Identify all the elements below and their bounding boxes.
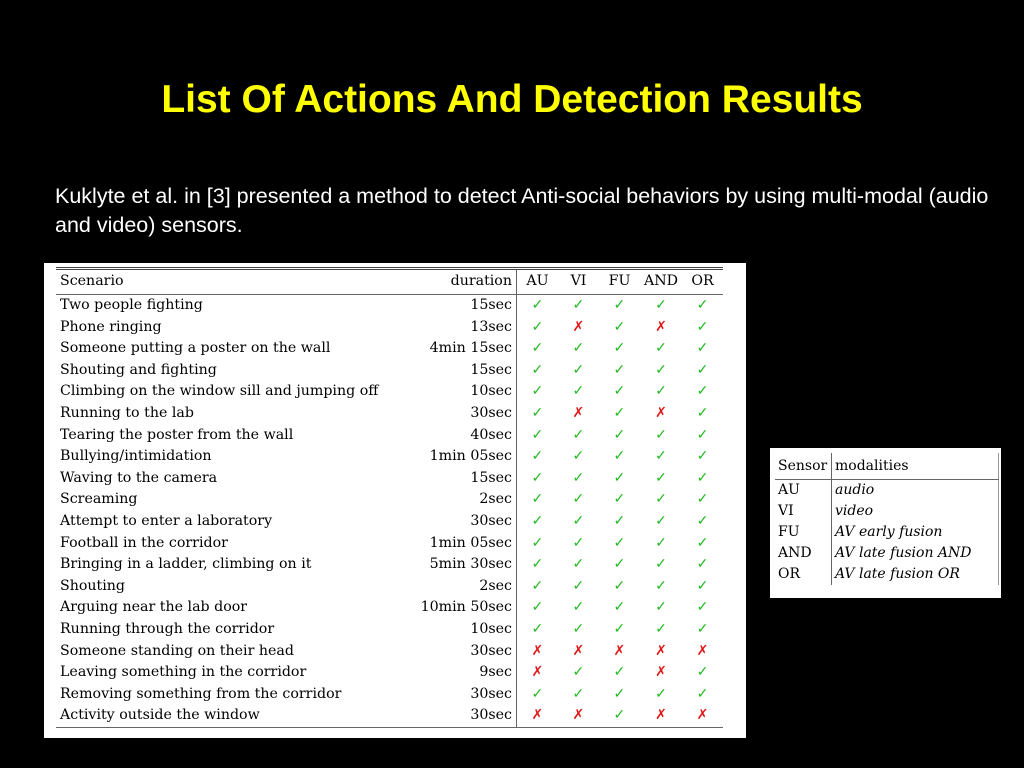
slide-title: List Of Actions And Detection Results [161, 78, 863, 121]
duration-cell: 1min 05sec [416, 533, 517, 555]
and-check-icon: ✓ [655, 512, 667, 529]
vi-cross-icon: ✗ [572, 642, 585, 659]
scenario-cell: Bullying/intimidation [60, 448, 212, 465]
or-header: OR [682, 269, 723, 295]
sensor-table-body [775, 480, 999, 586]
sensor-cell: AU [775, 480, 832, 502]
table-row [56, 489, 723, 511]
or-check-icon: ✓ [696, 685, 709, 702]
table-row [56, 684, 723, 706]
scenario-cell: Attempt to enter a laboratory [60, 512, 273, 529]
and-header: AND [640, 269, 682, 295]
sensor-header: Sensor [775, 453, 832, 480]
scenario-cell: Someone putting a poster on the wall [60, 340, 331, 357]
table-row [56, 381, 723, 403]
table-row [56, 619, 723, 641]
sensor-row [775, 480, 999, 502]
and-check-icon: ✓ [655, 556, 667, 573]
duration-cell: 1min 05sec [416, 446, 517, 468]
and-check-icon: ✓ [655, 426, 667, 443]
fu-check-icon: ✓ [613, 685, 626, 702]
table-row [56, 468, 723, 490]
table-row [56, 554, 723, 576]
au-check-icon: ✓ [531, 491, 544, 508]
sensor-row [775, 543, 999, 564]
au-check-icon: ✓ [531, 297, 544, 313]
au-check-icon: ✓ [531, 577, 544, 594]
vi-cross-icon: ✗ [558, 705, 599, 727]
fu-check-icon: ✓ [613, 469, 626, 486]
modality-cell: AV early fusion [832, 522, 999, 543]
vi-check-icon: ✓ [572, 599, 585, 616]
table-row [56, 295, 723, 317]
or-check-icon: ✓ [696, 340, 709, 357]
and-check-icon: ✓ [655, 599, 667, 616]
or-check-icon: ✓ [696, 556, 709, 573]
table-row [56, 641, 723, 663]
vi-check-icon: ✓ [572, 512, 585, 529]
fu-check-icon: ✓ [613, 318, 626, 335]
vi-check-icon: ✓ [572, 685, 585, 702]
table-row [56, 338, 723, 360]
sensor-cell: OR [775, 564, 832, 585]
sensor-row [775, 501, 999, 522]
and-cross-icon: ✗ [655, 642, 667, 659]
fu-check-icon: ✓ [613, 340, 626, 357]
or-check-icon: ✓ [696, 491, 709, 508]
and-check-icon: ✓ [655, 297, 667, 313]
and-cross-icon: ✗ [655, 664, 667, 681]
scenario-cell: Arguing near the lab door [60, 599, 248, 616]
or-check-icon: ✓ [696, 318, 709, 335]
scenario-cell: Leaving something in the corridor [60, 664, 307, 681]
scenario-cell: Tearing the poster from the wall [60, 426, 294, 443]
vi-check-icon: ✓ [572, 361, 585, 378]
modality-cell: AV late fusion OR [832, 564, 999, 585]
scenario-cell: Shouting and fighting [60, 361, 217, 378]
duration-cell: 5min 30sec [416, 554, 517, 576]
scenario-cell: Activity outside the window [56, 705, 416, 727]
sensor-row [775, 522, 999, 543]
duration-cell: 15sec [416, 468, 517, 490]
au-check-icon: ✓ [531, 383, 544, 400]
or-cross-icon: ✗ [696, 642, 709, 659]
and-check-icon: ✓ [655, 340, 667, 357]
and-check-icon: ✓ [655, 448, 667, 465]
au-check-icon: ✓ [531, 620, 544, 637]
scenario-cell: Someone standing on their head [60, 642, 294, 659]
scenario-cell: Football in the corridor [60, 534, 228, 551]
scenario-cell: Shouting [60, 577, 125, 594]
duration-cell: 30sec [416, 684, 517, 706]
au-check-icon: ✓ [531, 469, 544, 486]
table-row [56, 360, 723, 382]
fu-check-icon: ✓ [613, 448, 626, 465]
and-check-icon: ✓ [655, 620, 667, 637]
au-check-icon: ✓ [531, 426, 544, 443]
and-cross-icon: ✗ [655, 318, 667, 335]
table-row [56, 597, 723, 619]
table-row [56, 317, 723, 339]
au-check-icon: ✓ [531, 448, 544, 465]
au-cross-icon: ✗ [531, 664, 544, 681]
or-check-icon: ✓ [696, 404, 709, 421]
sensor-cell: FU [775, 522, 832, 543]
scenario-cell: Waving to the camera [60, 469, 218, 486]
sensor-cell: AND [775, 543, 832, 564]
sensor-header-row [775, 453, 999, 480]
and-check-icon: ✓ [655, 534, 667, 551]
table-row [56, 576, 723, 598]
actions-table-body [56, 295, 723, 728]
fu-check-icon: ✓ [613, 491, 626, 508]
au-cross-icon: ✗ [531, 642, 544, 659]
scenario-cell: Screaming [60, 491, 138, 508]
au-check-icon: ✓ [531, 404, 544, 421]
modality-cell: video [832, 501, 999, 522]
and-check-icon: ✓ [655, 491, 667, 508]
au-check-icon: ✓ [531, 361, 544, 378]
vi-check-icon: ✓ [572, 577, 585, 594]
duration-cell: 15sec [416, 360, 517, 382]
vi-header: VI [558, 269, 599, 295]
and-check-icon: ✓ [655, 577, 667, 594]
table-row [56, 533, 723, 555]
table-row [56, 705, 723, 727]
vi-check-icon: ✓ [572, 556, 585, 573]
and-check-icon: ✓ [655, 383, 667, 400]
scenario-cell: Bringing in a ladder, climbing on it [60, 556, 312, 573]
au-check-icon: ✓ [531, 599, 544, 616]
sensor-row [775, 564, 999, 585]
actions-table-panel [44, 263, 746, 738]
fu-check-icon: ✓ [613, 577, 626, 594]
table-row [56, 446, 723, 468]
or-check-icon: ✓ [696, 448, 709, 465]
modality-cell: audio [832, 480, 999, 502]
au-check-icon: ✓ [531, 340, 544, 357]
fu-check-icon: ✓ [613, 620, 626, 637]
or-check-icon: ✓ [696, 297, 709, 313]
vi-check-icon: ✓ [572, 297, 585, 313]
au-check-icon: ✓ [531, 685, 544, 702]
or-cross-icon: ✗ [682, 705, 723, 727]
intro-paragraph: Kuklyte et al. in [3] presented a method to detect Anti-social behaviors by using multi-modal (audio and video) sensors. [55, 184, 989, 237]
au-check-icon: ✓ [531, 556, 544, 573]
and-check-icon: ✓ [655, 469, 667, 486]
vi-check-icon: ✓ [572, 448, 585, 465]
fu-header: FU [599, 269, 640, 295]
table-row [56, 403, 723, 425]
fu-check-icon: ✓ [613, 361, 626, 378]
modality-cell: AV late fusion AND [832, 543, 999, 564]
fu-check-icon: ✓ [613, 383, 626, 400]
or-check-icon: ✓ [696, 620, 709, 637]
vi-check-icon: ✓ [572, 340, 585, 357]
or-check-icon: ✓ [696, 664, 709, 681]
table-row [56, 662, 723, 684]
modalities-header: modalities [832, 453, 999, 480]
au-check-icon: ✓ [531, 318, 544, 335]
duration-cell: 30sec [416, 641, 517, 663]
duration-header: duration [416, 269, 517, 295]
duration-cell: 9sec [416, 662, 517, 684]
fu-check-icon: ✓ [613, 599, 626, 616]
actions-header-row [56, 269, 723, 295]
duration-cell: 30sec [416, 705, 517, 727]
duration-cell: 40sec [416, 425, 517, 447]
vi-check-icon: ✓ [572, 469, 585, 486]
vi-check-icon: ✓ [572, 491, 585, 508]
sensor-table-panel [770, 448, 1001, 598]
duration-cell: 10sec [416, 381, 517, 403]
actions-results-table [56, 267, 723, 728]
duration-cell: 30sec [416, 511, 517, 533]
or-check-icon: ✓ [696, 534, 709, 551]
scenario-cell: Phone ringing [60, 318, 162, 335]
and-check-icon: ✓ [655, 685, 667, 702]
fu-check-icon: ✓ [613, 512, 626, 529]
scenario-cell: Two people fighting [60, 297, 203, 313]
vi-cross-icon: ✗ [572, 404, 585, 421]
scenario-cell: Running to the lab [60, 404, 194, 421]
vi-check-icon: ✓ [572, 534, 585, 551]
duration-cell: 4min 15sec [416, 338, 517, 360]
scenario-cell: Climbing on the window sill and jumping off [60, 383, 379, 400]
and-cross-icon: ✗ [655, 404, 667, 421]
scenario-cell: Running through the corridor [60, 620, 275, 637]
fu-check-icon: ✓ [613, 664, 626, 681]
sensor-cell: VI [775, 501, 832, 522]
or-check-icon: ✓ [696, 577, 709, 594]
table-row [56, 511, 723, 533]
fu-check-icon: ✓ [613, 297, 626, 313]
or-check-icon: ✓ [696, 383, 709, 400]
fu-check-icon: ✓ [599, 705, 640, 727]
au-cross-icon: ✗ [517, 705, 559, 727]
and-cross-icon: ✗ [640, 705, 682, 727]
fu-cross-icon: ✗ [613, 642, 626, 659]
table-row [56, 425, 723, 447]
or-check-icon: ✓ [696, 599, 709, 616]
au-check-icon: ✓ [531, 534, 544, 551]
vi-check-icon: ✓ [572, 383, 585, 400]
or-check-icon: ✓ [696, 512, 709, 529]
duration-cell: 13sec [416, 317, 517, 339]
duration-cell: 2sec [416, 489, 517, 511]
vi-check-icon: ✓ [572, 664, 585, 681]
duration-cell: 10sec [416, 619, 517, 641]
fu-check-icon: ✓ [613, 426, 626, 443]
duration-cell: 30sec [416, 403, 517, 425]
fu-check-icon: ✓ [613, 534, 626, 551]
scenario-header: Scenario [56, 269, 416, 295]
scenario-cell: Removing something from the corridor [60, 685, 342, 702]
or-check-icon: ✓ [696, 361, 709, 378]
duration-cell: 15sec [416, 295, 517, 317]
vi-check-icon: ✓ [572, 426, 585, 443]
au-check-icon: ✓ [531, 512, 544, 529]
au-header: AU [517, 269, 559, 295]
vi-check-icon: ✓ [572, 620, 585, 637]
sensor-modalities-table [775, 453, 999, 585]
duration-cell: 2sec [416, 576, 517, 598]
duration-cell: 10min 50sec [416, 597, 517, 619]
and-check-icon: ✓ [655, 361, 667, 378]
fu-check-icon: ✓ [613, 556, 626, 573]
or-check-icon: ✓ [696, 469, 709, 486]
vi-cross-icon: ✗ [572, 318, 585, 335]
or-check-icon: ✓ [696, 426, 709, 443]
fu-check-icon: ✓ [613, 404, 626, 421]
